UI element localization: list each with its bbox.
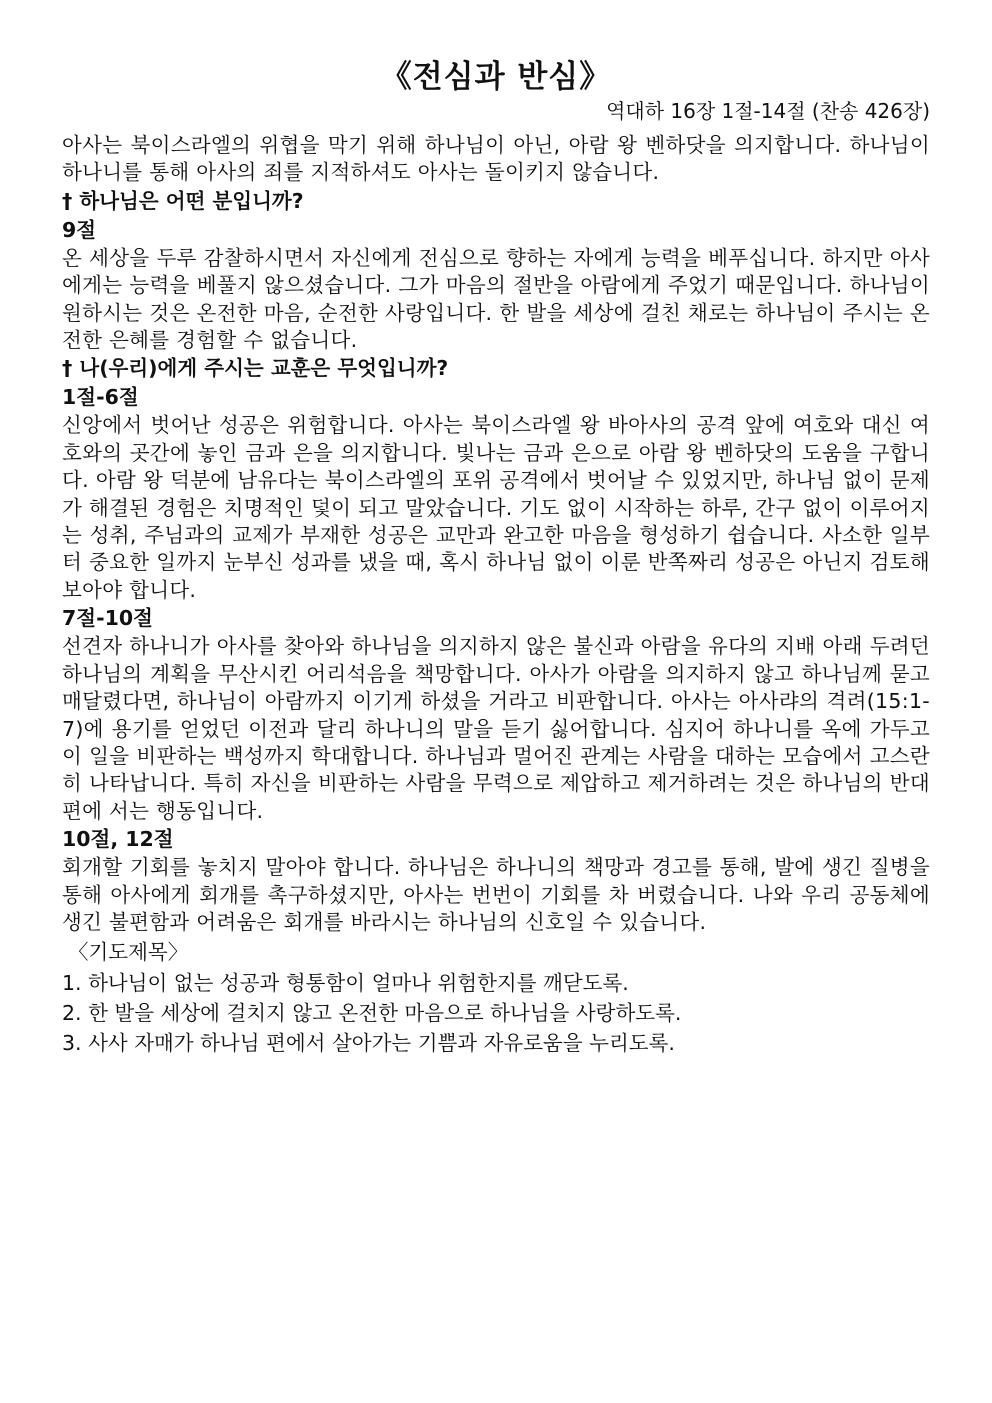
section-paragraph: 온 세상을 두루 감찰하시면서 자신에게 전심으로 향하는 자에게 능력을 베푸십니다. 하지만 아사에게는 능력을 베풀지 않으셨습니다. 그가 마음의 절반을 아람에게 주었기 때문입니다. 하나님이 원하시는 것은 온전한 마음, 순전한 사랑입니다. 한 발을 세상에 걸친 채로는 하나님이 주시는 온전한 은혜를 경험할 수 없습니다. — [62, 245, 930, 353]
prayer-title: 〈기도제목〉 — [68, 940, 189, 965]
content-body — [62, 132, 930, 1058]
page-title: 《전심과 반심》 — [380, 59, 612, 95]
prayer-item: 1. 하나님이 없는 성공과 형통함이 얼마나 위험한지를 깨닫도록. — [62, 971, 629, 996]
section-paragraph: 회개할 기회를 놓치지 말아야 합니다. 하나님은 하나니의 책망과 경고를 통해, 발에 생긴 질병을 통해 아사에게 회개를 촉구하셨지만, 아사는 번번이 기회를 차 버렸습니다. 나와 우리 공동체에 생긴 불편함과 어려움은 회개를 바라시는 하나님의 신호일 수 있습니다. — [62, 855, 930, 934]
section-paragraph: 선견자 하나니가 아사를 찾아와 하나님을 의지하지 않은 불신과 아람을 유다의 지배 아래 두려던 하나님의 계획을 무산시킨 어리석음을 책망합니다. 아사가 아람을 의지하지 않고 하나님께 묻고 매달렸다면, 하나님이 아람까지 이기게 하셨을 거라고 비판합니다. 아사는 아사랴의 격려(15:1-7)에 용기를 얻었던 이전과 달리 하나니의 말을 듣기 싫어합니다. 심지어 하나니를 옥에 가두고 이 일을 비판하는 백성까지 학대합니다. 하나님과 멀어진 관계는 사람을 대하는 모습에서 고스란히 나타납니다. 특히 자신을 비판하는 사람을 무력으로 제압하고 제거하려는 것은 하나님의 반대편에 서는 행동입니다. — [62, 634, 930, 823]
prayer-item: 2. 한 발을 세상에 걸치지 않고 온전한 마음으로 하나님을 사랑하도록. — [62, 1001, 682, 1026]
section-heading-who-is-god: † 하나님은 어떤 분입니까? — [62, 188, 304, 213]
verse-label: 10절, 12절 — [62, 827, 174, 852]
prayer-list — [62, 968, 930, 1058]
scripture-reference: 역대하 16장 1절-14절 (찬송 426장) — [606, 99, 930, 123]
section-heading-lesson: † 나(우리)에게 주시는 교훈은 무엇입니까? — [62, 356, 449, 381]
section-paragraph: 신앙에서 벗어난 성공은 위험합니다. 아사는 북이스라엘 왕 바아사의 공격 앞에 여호와 대신 여호와의 곳간에 놓인 금과 은을 의지합니다. 빛나는 금과 은으로 아람 왕 벤하닷의 도움을 구합니다. 아람 왕 덕분에 남유다는 북이스라엘의 포위 공격에서 벗어날 수 있었지만, 하나님 없이 문제가 해결된 경험은 치명적인 덫이 되고 말았습니다. 기도 없이 시작하는 하루, 간구 없이 이루어지는 성취, 주님과의 교제가 부재한 성공은 교만과 완고한 마음을 형성하기 쉽습니다. 사소한 일부터 중요한 일까지 눈부신 성과를 냈을 때, 혹시 하나님 없이 이룬 반쪽짜리 성공은 아닌지 검토해 보아야 합니다. — [62, 413, 930, 602]
verse-label: 1절-6절 — [62, 385, 139, 410]
verse-label: 7절-10절 — [62, 606, 153, 631]
prayer-item: 3. 사사 자매가 하나님 편에서 살아가는 기쁨과 자유로움을 누리도록. — [62, 1031, 675, 1056]
verse-label: 9절 — [62, 217, 97, 242]
intro-paragraph: 아사는 북이스라엘의 위협을 막기 위해 하나님이 아닌, 아람 왕 벤하닷을 의지합니다. 하나님이 하나니를 통해 아사의 죄를 지적하셔도 아사는 돌이키지 않습니다. — [62, 133, 930, 185]
